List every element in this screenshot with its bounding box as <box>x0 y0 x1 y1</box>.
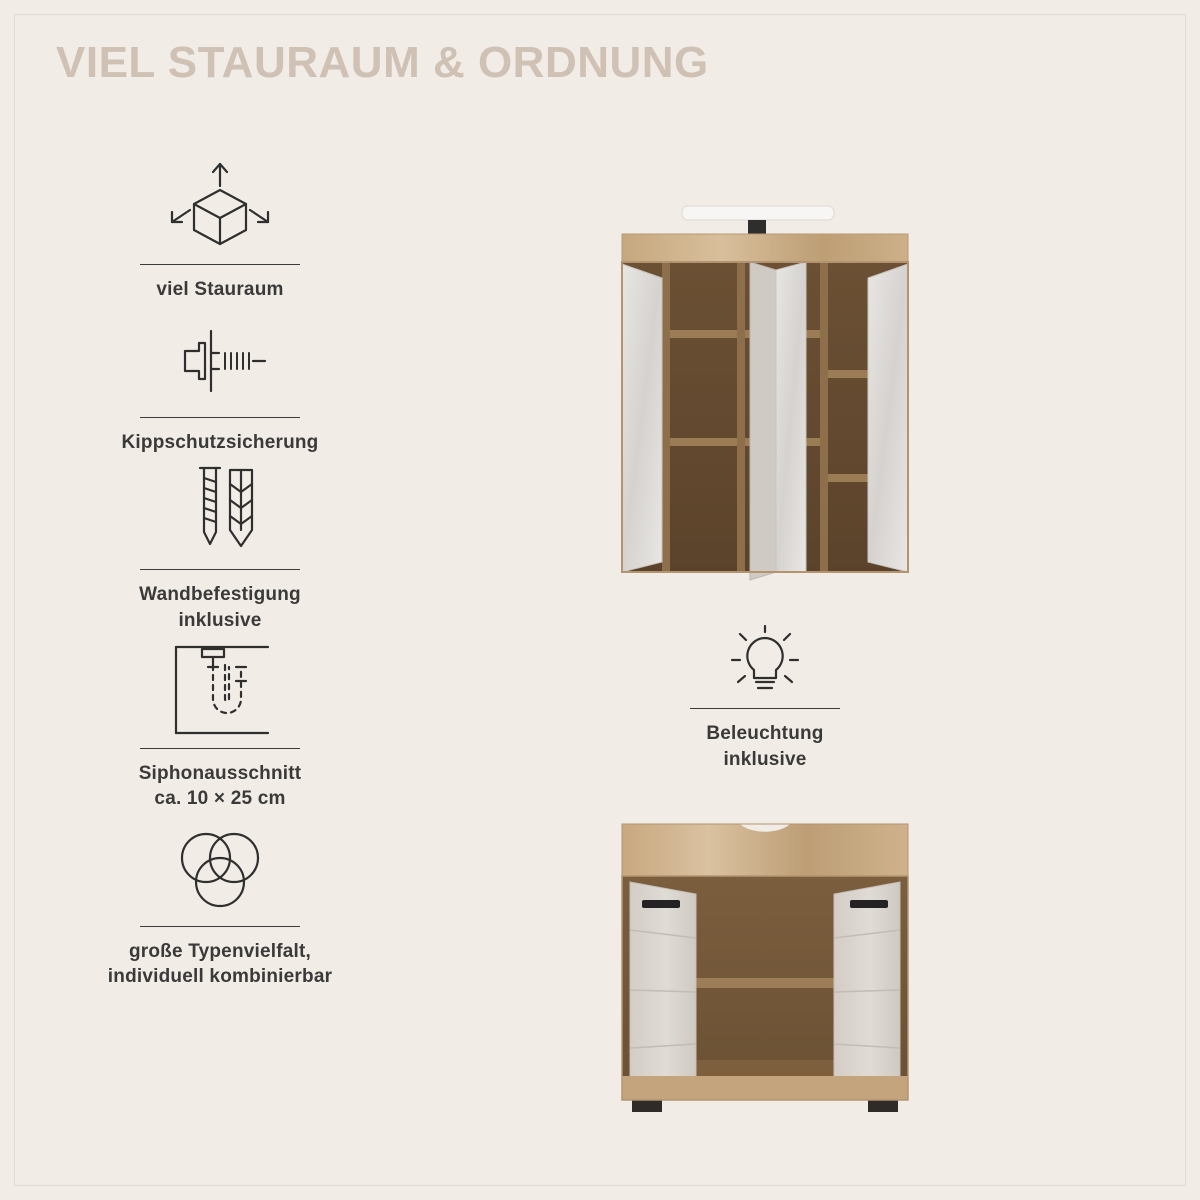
light-bulb-icon <box>625 620 905 700</box>
feature-divider <box>140 569 300 570</box>
feature-divider <box>140 264 300 265</box>
feature-list <box>40 160 400 1000</box>
page-title: VIEL STAURAUM & ORDNUNG <box>56 38 709 87</box>
feature-label-line2: ca. 10 × 25 cm <box>154 788 286 810</box>
screw-and-dowel-icon <box>40 465 400 561</box>
feature-divider <box>140 926 300 927</box>
feature-label <box>625 721 905 772</box>
box-arrows-icon <box>40 160 400 256</box>
feature-label <box>40 939 400 990</box>
feature-label-line1: Beleuchtung <box>706 723 824 744</box>
feature-label-line1: Wandbefestigung <box>139 584 301 606</box>
feature-item <box>40 313 400 456</box>
feature-label-line2: inklusive <box>723 748 807 770</box>
feature-label <box>40 582 400 633</box>
feature-label: viel Stauraum <box>156 279 284 300</box>
siphon-cutout-icon <box>40 644 400 740</box>
feature-label-line2: individuell kombinierbar <box>107 966 333 988</box>
product-image-spiegelschrank <box>600 200 930 620</box>
feature-divider <box>140 417 300 418</box>
anti-tip-bracket-icon <box>40 313 400 409</box>
feature-item <box>40 644 400 812</box>
feature-label-line1: große Typenvielfalt, <box>128 940 312 962</box>
feature-label-line1: Siphonausschnitt <box>138 762 302 784</box>
feature-label <box>40 761 400 812</box>
feature-item <box>40 822 400 990</box>
feature-label: Kippschutzsicherung <box>121 431 319 453</box>
three-circles-icon <box>40 822 400 918</box>
feature-label-line2: inklusive <box>178 609 262 631</box>
feature-item <box>40 160 400 303</box>
feature-item <box>40 465 400 633</box>
product-image-waschbeckenunterschrank <box>600 810 930 1130</box>
feature-divider <box>690 708 840 709</box>
feature-divider <box>140 748 300 749</box>
feature-item-beleuchtung <box>625 620 905 772</box>
